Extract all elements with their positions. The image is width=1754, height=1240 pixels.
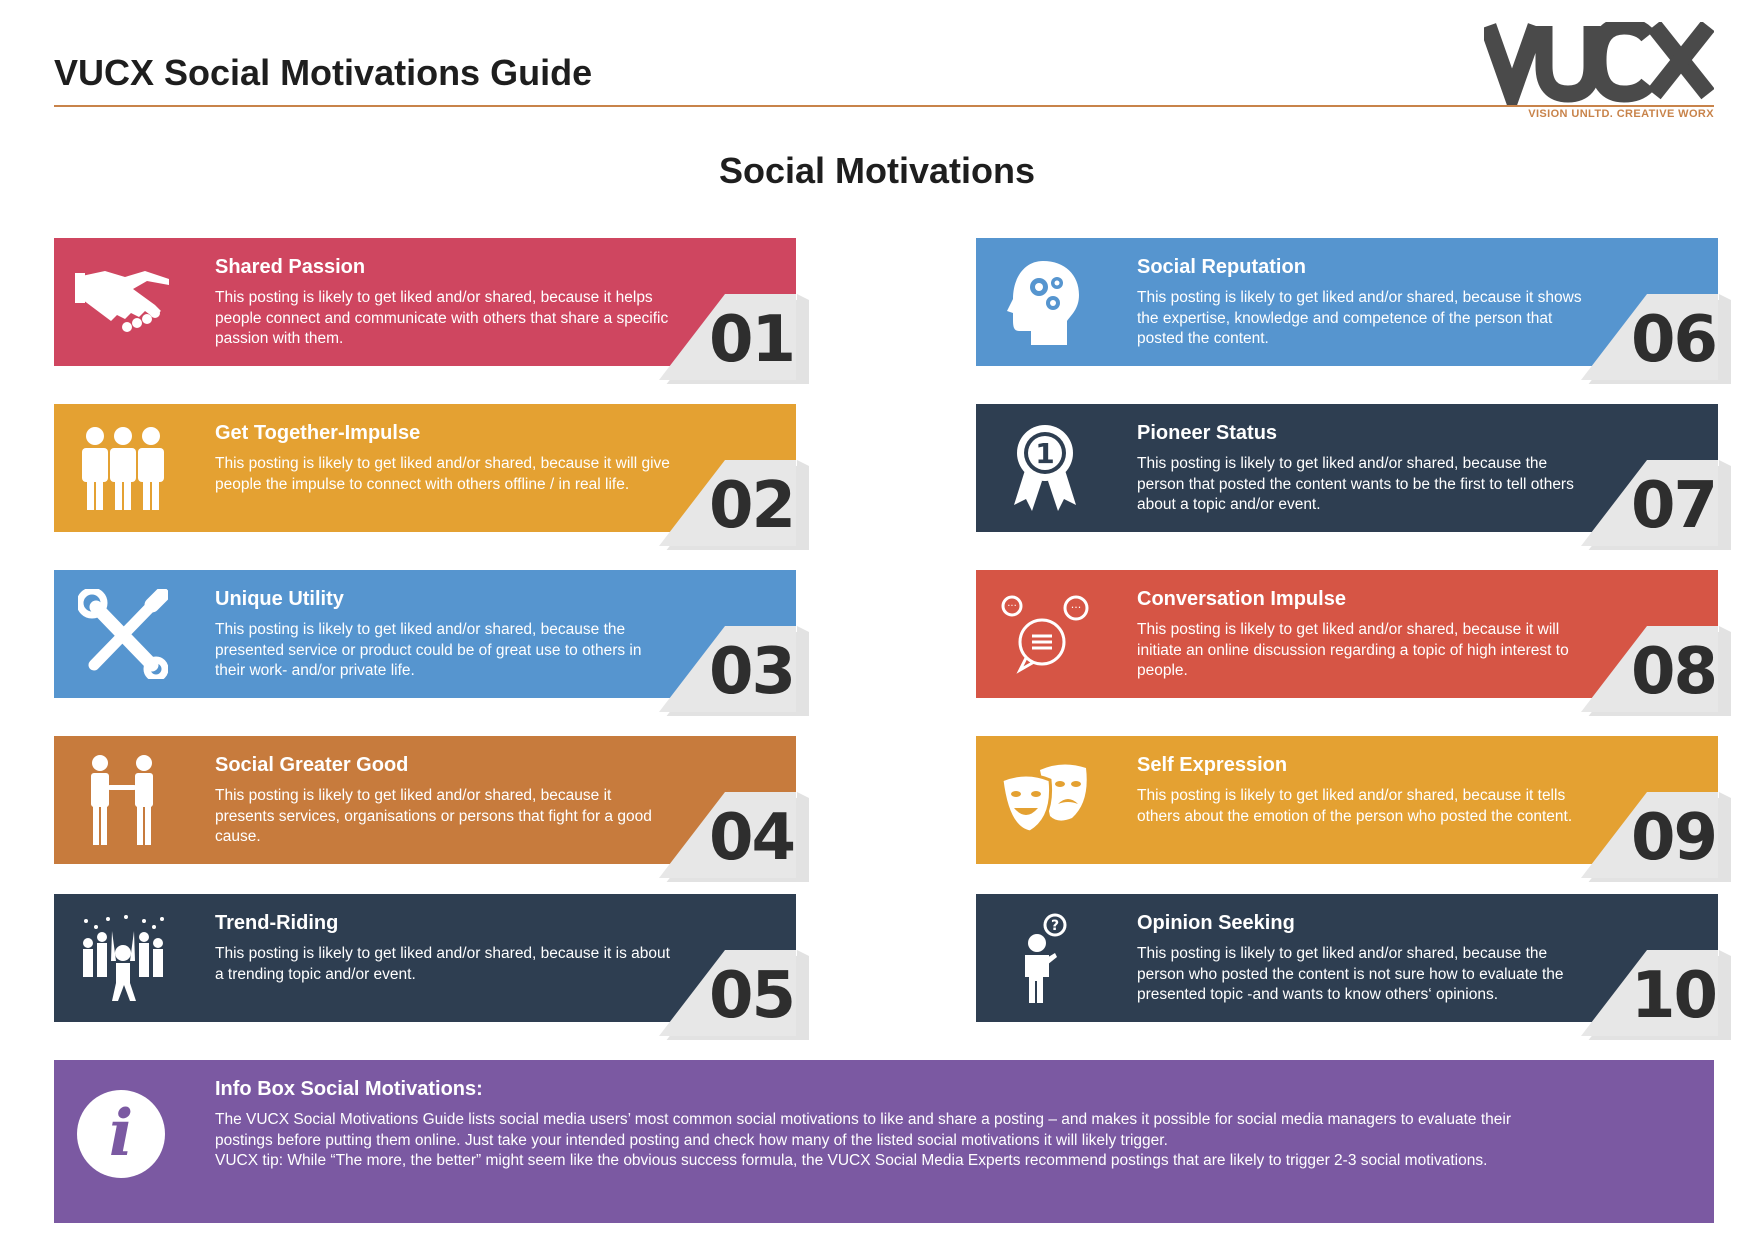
motivation-card	[976, 570, 1718, 709]
card-number: 08	[1630, 635, 1716, 709]
info-box-tip: VUCX tip: While “The more, the better” might seem like the obvious success formula, the VUCX Social Media Experts recommend postings that are likely to trigger 2-3 social motivations.	[215, 1152, 1488, 1169]
svg-text:···: ···	[1007, 601, 1017, 612]
card-title: Social Greater Good	[215, 754, 409, 776]
theater-masks-icon	[996, 754, 1094, 846]
crowd-celebrating-icon	[74, 912, 172, 1004]
card-number: 03	[708, 635, 794, 709]
motivation-card	[54, 238, 796, 377]
card-number: 05	[708, 959, 794, 1033]
section-title: Social Motivations	[718, 150, 1036, 191]
card-description: This posting is likely to get liked and/or shared, because the presented service or product could be of great use to others in their work- and/or private life.	[215, 621, 642, 679]
wrench-screwdriver-icon	[74, 588, 172, 680]
card-number: 07	[1630, 469, 1716, 543]
card-number-tab	[659, 460, 814, 550]
card-number: 01	[708, 303, 794, 377]
info-box-title: Info Box Social Motivations:	[215, 1078, 483, 1100]
card-description: This posting is likely to get liked and/or shared, because it will give people the impulse to connect with others offline / in real life.	[215, 455, 670, 493]
handshake-icon	[74, 256, 172, 348]
group-people-icon	[74, 422, 172, 514]
info-box	[54, 1060, 1714, 1223]
card-number-tab	[659, 792, 814, 882]
motivation-card	[976, 238, 1718, 377]
card-description: This posting is likely to get liked and/or shared, because it helps people connect and communicate with others that share a specific passion with them.	[215, 289, 669, 347]
card-number: 09	[1630, 801, 1716, 875]
card-number-tab	[659, 950, 814, 1040]
header-divider	[54, 105, 1714, 107]
card-description: This posting is likely to get liked and/or shared, because the person who posted the content is not sure how to evaluate the presented topic -and wants to know others‘ opinions.	[1137, 945, 1564, 1003]
card-number-tab	[1581, 792, 1736, 882]
card-title: Social Reputation	[1137, 256, 1306, 278]
motivation-card	[976, 894, 1718, 1033]
svg-text:···: ···	[1070, 601, 1082, 614]
card-number-tab	[1581, 460, 1736, 550]
svg-text:?: ?	[1050, 918, 1060, 934]
card-description: This posting is likely to get liked and/or shared, because the person that posted the content wants to be the first to tell others about a topic and/or event.	[1137, 455, 1574, 513]
card-title: Shared Passion	[215, 256, 366, 278]
card-title: Opinion Seeking	[1137, 912, 1295, 934]
speech-bubbles-icon	[996, 588, 1094, 680]
card-title: Trend-Riding	[215, 912, 339, 934]
info-glyph: i	[108, 1096, 134, 1171]
thinking-person-icon	[996, 912, 1094, 1004]
head-gears-icon	[996, 256, 1094, 348]
card-number-tab	[1581, 294, 1736, 384]
vucx-logo	[1484, 22, 1714, 126]
card-title: Get Together-Impulse	[215, 422, 421, 444]
info-box-paragraph: The VUCX Social Motivations Guide lists social media users’ most common social motivations to like and share a posting – and makes it possible for social media managers to evaluate their postings before putting them online. Just take your intended posting and check how many of the listed social motivations it will likely trigger.	[215, 1111, 1511, 1149]
card-title: Conversation Impulse	[1137, 588, 1346, 610]
svg-text:1: 1	[1035, 437, 1055, 470]
motivation-card	[54, 894, 796, 1033]
logo-tagline: VISION UNLTD. CREATIVE WORX	[1528, 108, 1714, 120]
motivation-card	[976, 736, 1718, 875]
card-title: Unique Utility	[215, 588, 344, 610]
card-number: 06	[1630, 303, 1716, 377]
card-number: 04	[708, 801, 794, 875]
card-number-tab	[1581, 626, 1736, 716]
card-number-tab	[659, 626, 814, 716]
helping-hand-icon	[74, 754, 172, 846]
motivation-card	[54, 570, 796, 709]
card-description: This posting is likely to get liked and/or shared, because it presents services, organisations or persons that fight for a good cause.	[215, 787, 652, 845]
award-ribbon-icon	[996, 422, 1094, 514]
card-description: This posting is likely to get liked and/or shared, because it tells others about the emotion of the person who posted the content.	[1137, 787, 1573, 825]
info-box-text	[215, 1110, 1555, 1172]
motivation-card	[54, 736, 796, 875]
card-number-tab	[1581, 950, 1736, 1040]
card-description: This posting is likely to get liked and/or shared, because it will initiate an online discussion regarding a topic of high interest to people.	[1137, 621, 1569, 679]
motivation-card	[54, 404, 796, 543]
card-number: 10	[1630, 959, 1716, 1033]
card-description: This posting is likely to get liked and/or shared, because it shows the expertise, knowledge and competence of the person that posted the content.	[1137, 289, 1582, 347]
card-number: 02	[708, 469, 794, 543]
card-description: This posting is likely to get liked and/or shared, because it is about a trending topic and/or event.	[215, 945, 670, 983]
card-number-tab	[659, 294, 814, 384]
info-icon	[77, 1090, 165, 1178]
card-title: Pioneer Status	[1137, 422, 1278, 444]
page-title: VUCX Social Motivations Guide	[54, 52, 593, 93]
motivation-card	[976, 404, 1718, 543]
card-title: Self Expression	[1137, 754, 1288, 776]
vucx-logo-mark	[1484, 22, 1714, 106]
